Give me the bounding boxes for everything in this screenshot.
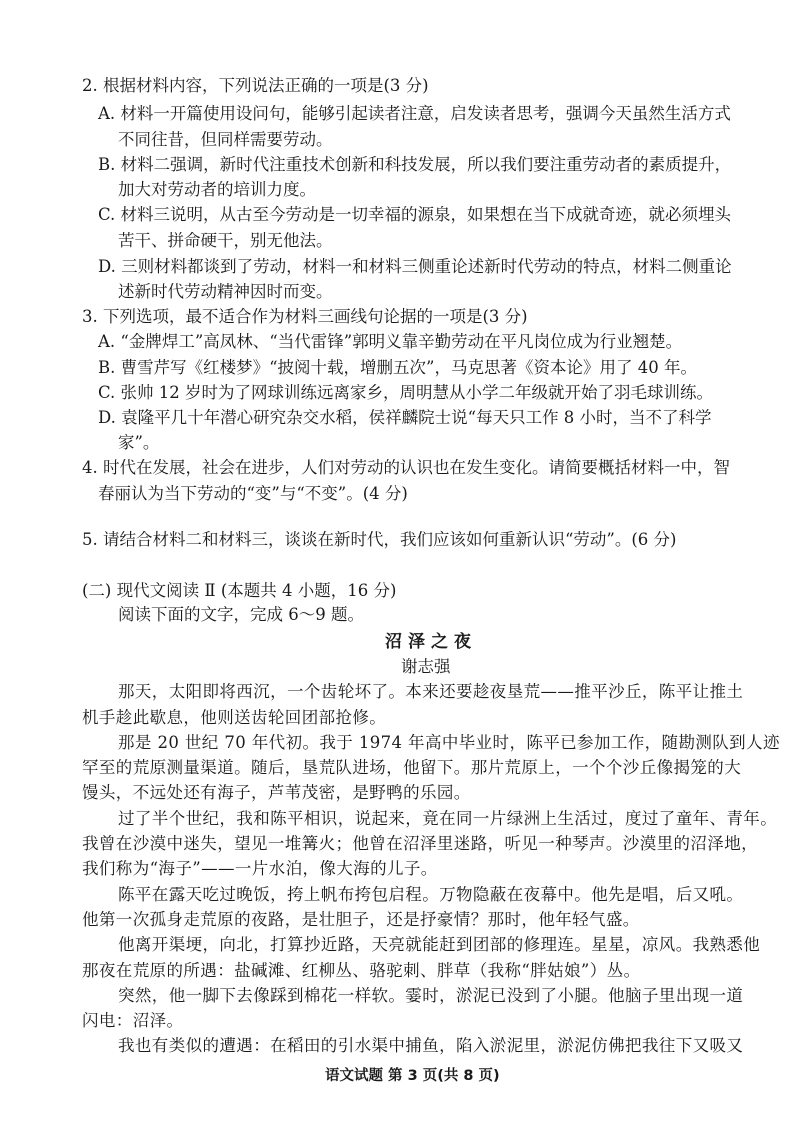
option-3c: C. 张帅 12 岁时为了网球训练远离家乡，周明慧从小学二年级就开始了羽毛球训练。 — [98, 383, 714, 402]
para-7-line-1: 我也有类似的遭遇：在稻田的引水渠中捕鱼，陷入淤泥里，淤泥仿佛把我往下又吸又 — [118, 1036, 744, 1055]
option-2a-line-2: 不同往昔，但同样需要劳动。 — [118, 130, 333, 149]
option-3a: A. “金牌焊工”高凤林、“当代雷锋”郭明义靠辛勤劳动在平凡岗位成为行业翘楚。 — [98, 332, 683, 351]
option-3d-line-1: D. 袁隆平几十年潜心研究杂交水稻，侯祥麟院士说“每天只工作 8 小时，当不了科学 — [98, 408, 712, 427]
para-1-line-2: 机手趁此歇息，他则送齿轮回团部抢修。 — [82, 708, 387, 727]
para-3-line-3: 我们称为“海子”——一片水泊，像大海的儿子。 — [82, 859, 438, 878]
page-footer: 语文试题 第 3 页(共 8 页) — [325, 1068, 500, 1084]
question-4-line-1: 4. 时代在发展，社会在进步，人们对劳动的认识也在发生变化。请简要概括材料一中，智 — [82, 458, 730, 477]
option-3d-line-2: 家”。 — [118, 433, 160, 452]
para-3-line-2: 我曾在沙漠中迷失，望见一堆篝火；他曾在沼泽里迷路，听见一种琴声。沙漠里的沼泽地， — [82, 834, 758, 853]
option-2d-line-1: D. 三则材料都谈到了劳动，材料一和材料三侧重论述新时代劳动的特点，材料二侧重论 — [98, 257, 732, 276]
para-2-line-1: 那是 20 世纪 70 年代初。我于 1974 年高中毕业时，陈平已参加工作，随勘测队到人迹 — [118, 733, 780, 752]
option-2c-line-2: 苦干、拼命硬干，别无他法。 — [118, 231, 333, 250]
para-6-line-2: 闪电：沼泽。 — [82, 1011, 184, 1030]
section-header: (二) 现代文阅读 Ⅱ (本题共 4 小题，16 分) — [82, 581, 397, 600]
question-3-stem: 3. 下列选项，最不适合作为材料三画线句论据的一项是(3 分) — [82, 307, 528, 326]
option-2c-line-1: C. 材料三说明，从古至今劳动是一切幸福的源泉，如果想在当下成就奇迹，就必须埋头 — [98, 205, 732, 224]
para-4-line-1: 陈平在露天吃过晚饭，挎上帆布挎包启程。万物隐蔽在夜幕中。他先是唱，后又吼。 — [118, 885, 744, 904]
para-2-line-2: 罕至的荒原测量渠道。随后，垦荒队进场，他留下。那片荒原上，一个个沙丘像揭笼的大 — [82, 758, 742, 777]
article-author: 谢志强 — [401, 657, 451, 676]
question-4-line-2: 春丽认为当下劳动的“变”与“不变”。(4 分) — [98, 484, 408, 503]
para-5-line-1: 他离开渠埂，向北，打算抄近路，天亮就能赶到团部的修理连。星星，凉风。我熟悉他 — [118, 935, 761, 954]
section-instruction: 阅读下面的文字，完成 6～9 题。 — [118, 605, 364, 624]
option-2b-line-1: B. 材料二强调，新时代注重技术创新和科技发展，所以我们要注重劳动者的素质提升， — [98, 155, 732, 174]
para-4-line-2: 他第一次孤身走荒原的夜路，是壮胆子，还是抒豪情？那时，他年轻气盛。 — [82, 910, 640, 929]
option-2a-line-1: A. 材料一开篇使用设问句，能够引起读者注意，启发读者思考，强调今天虽然生活方式 — [98, 104, 731, 123]
para-5-line-2: 那夜在荒原的所遇：盐碱滩、红柳丛、骆驼刺、胖草（我称“胖姑娘”）丛。 — [82, 961, 641, 980]
article-title: 沼泽之夜 — [385, 632, 477, 652]
para-6-line-1: 突然，他一脚下去像踩到棉花一样软。霎时，淤泥已没到了小腿。他脑子里出现一道 — [118, 986, 744, 1005]
option-2b-line-2: 加大对劳动者的培训力度。 — [118, 180, 316, 199]
option-2d-line-2: 述新时代劳动精神因时而变。 — [118, 282, 333, 301]
question-5: 5. 请结合材料二和材料三，谈谈在新时代，我们应该如何重新认识“劳动”。(6 分) — [82, 530, 677, 549]
option-3b: B. 曹雪芹写《红楼梦》“披阅十载，增删五次”，马克思著《资本论》用了 40 年。 — [98, 358, 697, 377]
para-2-line-3: 馒头，不远处还有海子，芦苇茂密，是野鸭的乐园。 — [82, 783, 471, 802]
para-1-line-1: 那天，太阳即将西沉，一个齿轮坏了。本来还要趁夜垦荒——推平沙丘，陈平让推土 — [118, 682, 744, 701]
question-2-stem: 2. 根据材料内容，下列说法正确的一项是(3 分) — [82, 76, 429, 95]
para-3-line-1: 过了半个世纪，我和陈平相识，说起来，竟在同一片绿洲上生活过，度过了童年、青年。 — [118, 809, 778, 828]
